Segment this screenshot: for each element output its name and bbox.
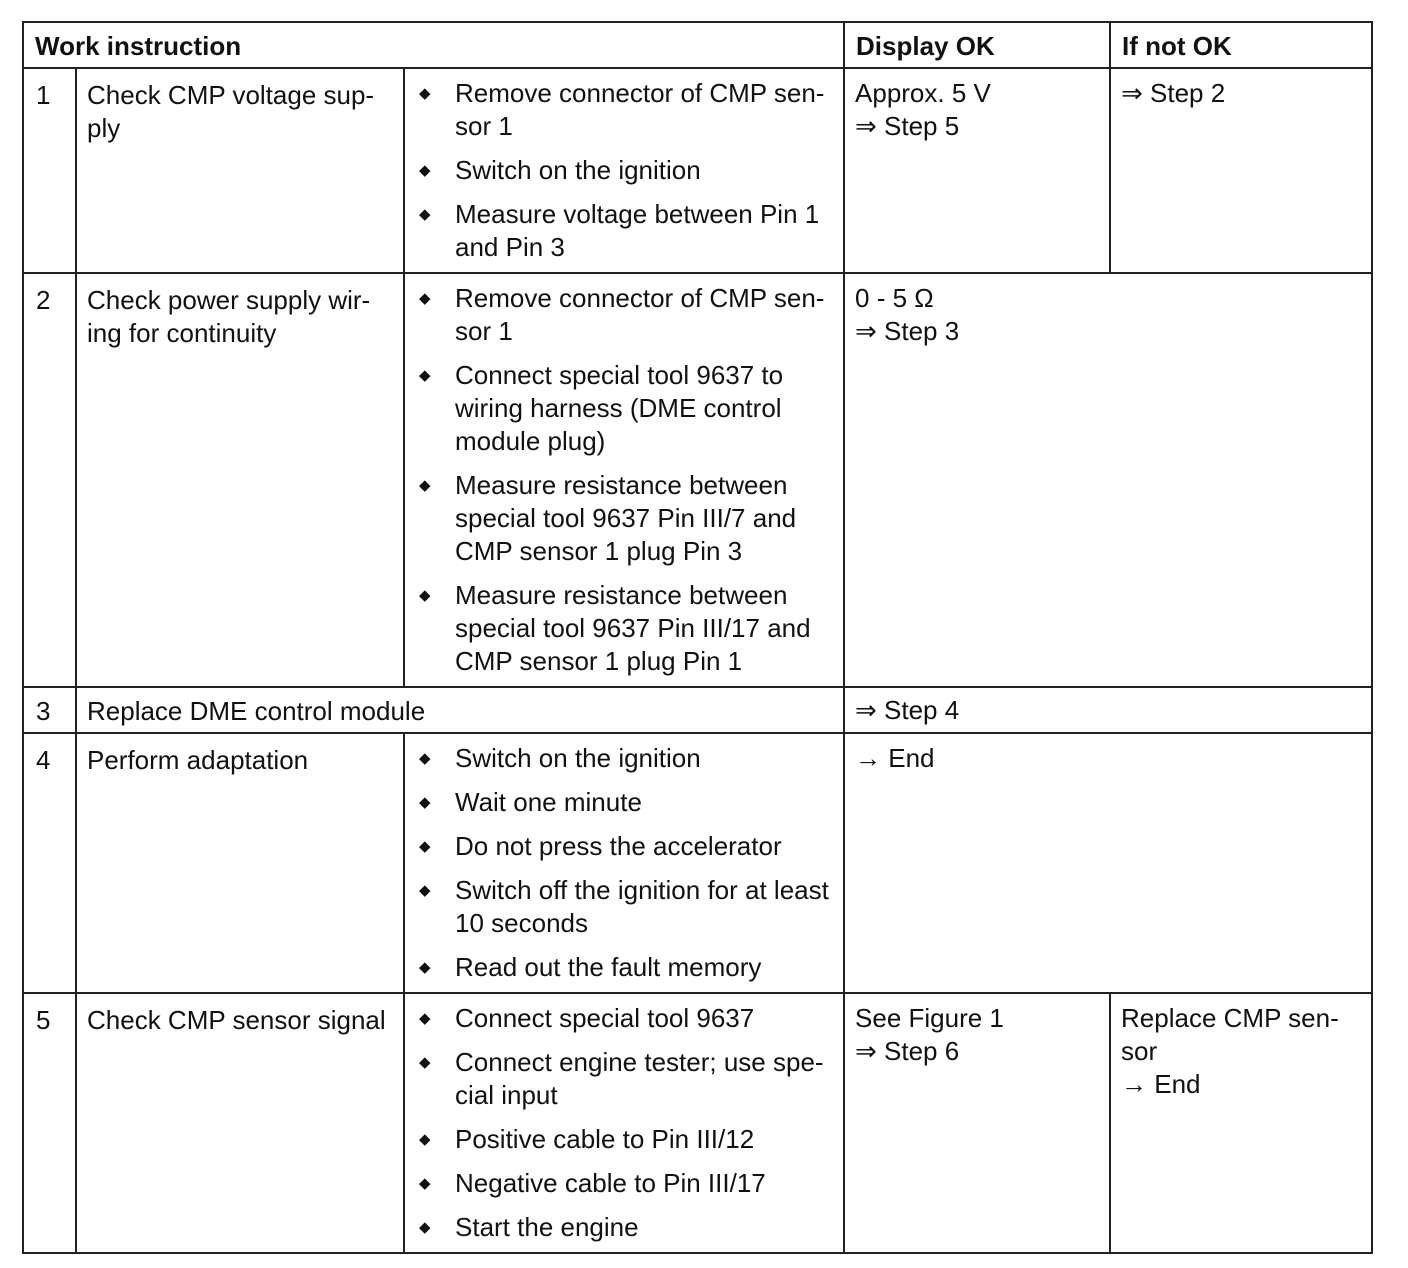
step-number: 1 <box>23 68 76 273</box>
list-item: ◆ Switch on the ignition <box>417 154 831 187</box>
table-row <box>23 993 1372 1253</box>
list-item: ◆ Measure resistance between special tool 9637 Pin III/7 and CMP sensor 1 plug Pin 3 <box>417 469 831 568</box>
display-ok-cell <box>844 687 1372 733</box>
ok-next-step: ⇒ Step 4 <box>855 695 960 725</box>
list-item: ◆ Connect special tool 9637 <box>417 1002 831 1035</box>
list-item: ◆ Negative cable to Pin III/17 <box>417 1167 831 1200</box>
list-item: ◆ Measure voltage between Pin 1 and Pin 3 <box>417 198 831 264</box>
step-number: 4 <box>23 733 76 993</box>
not-ok-action: Replace CMP sen-sor <box>1121 1003 1339 1066</box>
instructions-cell <box>404 993 844 1253</box>
action-cell: Check CMP voltage sup-ply <box>76 68 404 273</box>
ok-value: 0 - 5 Ω <box>855 283 934 313</box>
instructions-cell <box>404 68 844 273</box>
display-ok-cell <box>844 273 1372 687</box>
list-item: ◆ Wait one minute <box>417 786 831 819</box>
display-ok-cell <box>844 993 1110 1253</box>
list-item: ◆ Remove connector of CMP sen-sor 1 <box>417 77 831 143</box>
list-item: ◆ Start the engine <box>417 1211 831 1244</box>
action-cell: Replace DME control module <box>76 687 844 733</box>
table-row <box>23 733 1372 993</box>
display-ok-cell <box>844 68 1110 273</box>
not-ok-next-step: ⇒ Step 2 <box>1121 78 1226 108</box>
list-item: ◆ Switch on the ignition <box>417 742 831 775</box>
header-work-instruction: Work instruction <box>23 22 844 68</box>
ok-value: See Figure 1 <box>855 1003 1004 1033</box>
list-item: ◆ Connect special tool 9637 to wiring harness (DME control module plug) <box>417 359 831 458</box>
list-item: ◆ Positive cable to Pin III/12 <box>417 1123 831 1156</box>
ok-value: Approx. 5 V <box>855 78 991 108</box>
step-number: 2 <box>23 273 76 687</box>
instructions-cell <box>404 273 844 687</box>
list-item: ◆ Measure resistance between special tool 9637 Pin III/17 and CMP sensor 1 plug Pin 1 <box>417 579 831 678</box>
work-instruction-table <box>22 21 1373 1254</box>
step-number: 5 <box>23 993 76 1253</box>
not-ok-cell <box>1110 68 1372 273</box>
table-row <box>23 68 1372 273</box>
list-item: ◆ Remove connector of CMP sen-sor 1 <box>417 282 831 348</box>
table-row <box>23 687 1372 733</box>
not-ok-cell <box>1110 993 1372 1253</box>
list-item: ◆ Do not press the accelerator <box>417 830 831 863</box>
table-row <box>23 273 1372 687</box>
header-if-not-ok: If not OK <box>1110 22 1372 68</box>
ok-next-step: ⇒ Step 3 <box>855 316 960 346</box>
action-cell: Check CMP sensor signal <box>76 993 404 1253</box>
ok-next-step: ⇒ Step 5 <box>855 111 960 141</box>
not-ok-next-step: → End <box>1121 1069 1201 1099</box>
list-item: ◆ Read out the fault memory <box>417 951 831 984</box>
list-item: ◆ Connect engine tester; use spe-cial input <box>417 1046 831 1112</box>
header-row <box>23 22 1372 68</box>
instructions-cell <box>404 733 844 993</box>
header-display-ok: Display OK <box>844 22 1110 68</box>
action-cell: Perform adaptation <box>76 733 404 993</box>
ok-next-step: → End <box>855 743 935 773</box>
ok-next-step: ⇒ Step 6 <box>855 1036 960 1066</box>
list-item: ◆ Switch off the ignition for at least 10 seconds <box>417 874 831 940</box>
action-cell: Check power supply wir-ing for continuity <box>76 273 404 687</box>
step-number: 3 <box>23 687 76 733</box>
display-ok-cell <box>844 733 1372 993</box>
